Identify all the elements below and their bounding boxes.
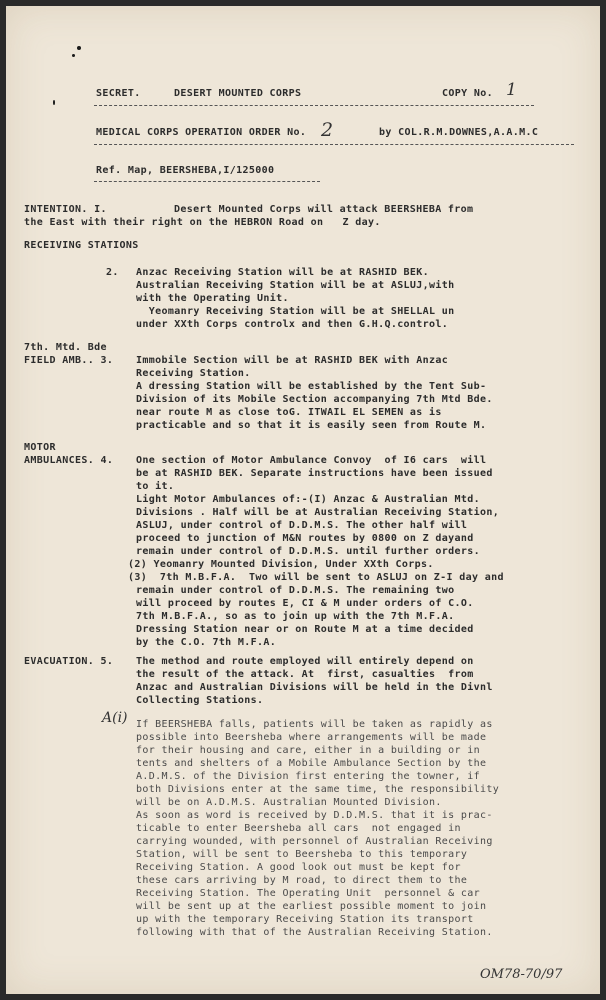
para-a-line: As soon as word is received by D.D.M.S. that it is prac- bbox=[136, 810, 493, 821]
para-a-line: both Divisions enter at the same time, the responsibility bbox=[136, 784, 500, 795]
motor-line: be at RASHID BEK. Separate instructions have been issued bbox=[136, 468, 493, 479]
document-page bbox=[6, 6, 600, 994]
order-author: by COL.R.M.DOWNES,A.A.M.C bbox=[379, 127, 539, 138]
reference-map: Ref. Map, BEERSHEBA,I/125000 bbox=[96, 165, 275, 176]
motor-line: proceed to junction of M&N routes by 0800 on Z dayand bbox=[136, 533, 474, 544]
order-title: MEDICAL CORPS OPERATION ORDER No. bbox=[96, 127, 307, 138]
para-a-line: following with that of the Australian Receiving Station. bbox=[136, 927, 493, 938]
motor-line: Light Motor Ambulances of:-(I) Anzac & Australian Mtd. bbox=[136, 494, 481, 505]
receiving-line: Anzac Receiving Station will be at RASHID BEK. bbox=[136, 267, 430, 278]
intention-label: INTENTION. I. bbox=[24, 204, 107, 215]
receiving-line: Yeomanry Receiving Station will be at SHELLAL un bbox=[136, 306, 455, 317]
receiving-number: 2. bbox=[106, 267, 119, 278]
motor-line: Divisions . Half will be at Australian Receiving Station, bbox=[136, 507, 500, 518]
corps-name: DESERT MOUNTED CORPS bbox=[174, 88, 302, 99]
field-amb-line: Receiving Station. bbox=[136, 368, 251, 379]
motor-line: (2) Yeomanry Mounted Division, Under XXth Corps. bbox=[128, 559, 434, 570]
para-a-line: these cars arriving by M road, to direct them to the bbox=[136, 875, 468, 886]
para-a-line: for their housing and care, either in a building or in bbox=[136, 745, 481, 756]
archive-reference: OM78-70/97 bbox=[480, 967, 563, 982]
para-a-line: A.D.M.S. of the Division first entering the towner, if bbox=[136, 771, 481, 782]
motor-line: by the C.O. 7th M.F.A. bbox=[136, 637, 277, 648]
motor-line: remain under control of D.D.M.S. until further orders. bbox=[136, 546, 481, 557]
para-a-line: Station, will be sent to Beersheba to this temporary bbox=[136, 849, 468, 860]
field-amb-line: near route M as close toG. ITWAIL EL SEMEN as is bbox=[136, 407, 442, 418]
evacuation-line: The method and route employed will entirely depend on bbox=[136, 656, 474, 667]
ref-rule bbox=[94, 181, 320, 182]
motor-line: will proceed by routes E, CI & M under orders of C.O. bbox=[136, 598, 474, 609]
evacuation-label: EVACUATION. 5. bbox=[24, 656, 114, 667]
motor-line: Dressing Station near or on Route M at a time decided bbox=[136, 624, 474, 635]
intention-line: Desert Mounted Corps will attack BEERSHEBA from bbox=[174, 204, 474, 215]
motor-line: One section of Motor Ambulance Convoy of I6 cars will bbox=[136, 455, 487, 466]
para-a-line: Receiving Station. The Operating Unit personnel & car bbox=[136, 888, 481, 899]
field-amb-line: practicable and so that it is easily seen from Route M. bbox=[136, 420, 487, 431]
receiving-line: with the Operating Unit. bbox=[136, 293, 289, 304]
motor-line: remain under control of D.D.M.S. The remaining two bbox=[136, 585, 455, 596]
motor-line: 7th M.B.F.A., so as to join up with the 7th M.F.A. bbox=[136, 611, 455, 622]
secret-label: SECRET. bbox=[96, 88, 141, 99]
field-amb-line: Immobile Section will be at RASHID BEK with Anzac bbox=[136, 355, 449, 366]
para-a-line: possible into Beersheba where arrangements will be made bbox=[136, 732, 487, 743]
motor-line: (3) 7th M.B.F.A. Two will be sent to ASLUJ on Z-I day and bbox=[128, 572, 504, 583]
ink-blot bbox=[72, 54, 75, 57]
para-a-line: If BEERSHEBA falls, patients will be taken as rapidly as bbox=[136, 719, 493, 730]
ink-blot bbox=[77, 46, 81, 50]
para-a-line: up with the temporary Receiving Station its transport bbox=[136, 914, 474, 925]
copy-label: COPY No. bbox=[442, 88, 493, 99]
copy-number: 1 bbox=[506, 80, 517, 100]
para-a-line: ticable to enter Beersheba all cars not engaged in bbox=[136, 823, 461, 834]
title-rule bbox=[94, 144, 574, 145]
order-number: 2 bbox=[321, 119, 334, 141]
field-amb-line: Division of its Mobile Section accompanying 7th Mtd Bde. bbox=[136, 394, 493, 405]
evacuation-line: Anzac and Australian Divisions will be held in the Divnl bbox=[136, 682, 493, 693]
para-a-line: tents and shelters of a Mobile Ambulance Section by the bbox=[136, 758, 487, 769]
motor-line: ASLUJ, under control of D.D.M.S. The other half will bbox=[136, 520, 468, 531]
header-rule bbox=[94, 105, 534, 106]
field-amb-label: 7th. Mtd. Bde bbox=[24, 342, 107, 353]
field-amb-label: FIELD AMB.. 3. bbox=[24, 355, 114, 366]
para-a-marker: A(i) bbox=[102, 710, 128, 726]
evacuation-line: the result of the attack. At first, casualties from bbox=[136, 669, 474, 680]
evacuation-line: Collecting Stations. bbox=[136, 695, 264, 706]
motor-line: to it. bbox=[136, 481, 175, 492]
motor-label: AMBULANCES. 4. bbox=[24, 455, 114, 466]
ink-blot bbox=[53, 100, 55, 105]
intention-line: the East with their right on the HEBRON Road on Z day. bbox=[24, 217, 381, 228]
receiving-line: Australian Receiving Station will be at ASLUJ,with bbox=[136, 280, 455, 291]
receiving-line: under XXth Corps controlx and then G.H.Q.control. bbox=[136, 319, 449, 330]
para-a-line: will be on A.D.M.S. Australian Mounted Division. bbox=[136, 797, 442, 808]
para-a-line: will be sent up at the earliest possible moment to join bbox=[136, 901, 487, 912]
field-amb-line: A dressing Station will be established by the Tent Sub- bbox=[136, 381, 487, 392]
para-a-line: Receiving Station. A good look out must be kept for bbox=[136, 862, 461, 873]
para-a-line: carrying wounded, with personnel of Australian Receiving bbox=[136, 836, 493, 847]
motor-label: MOTOR bbox=[24, 442, 56, 453]
receiving-heading: RECEIVING STATIONS bbox=[24, 240, 139, 251]
